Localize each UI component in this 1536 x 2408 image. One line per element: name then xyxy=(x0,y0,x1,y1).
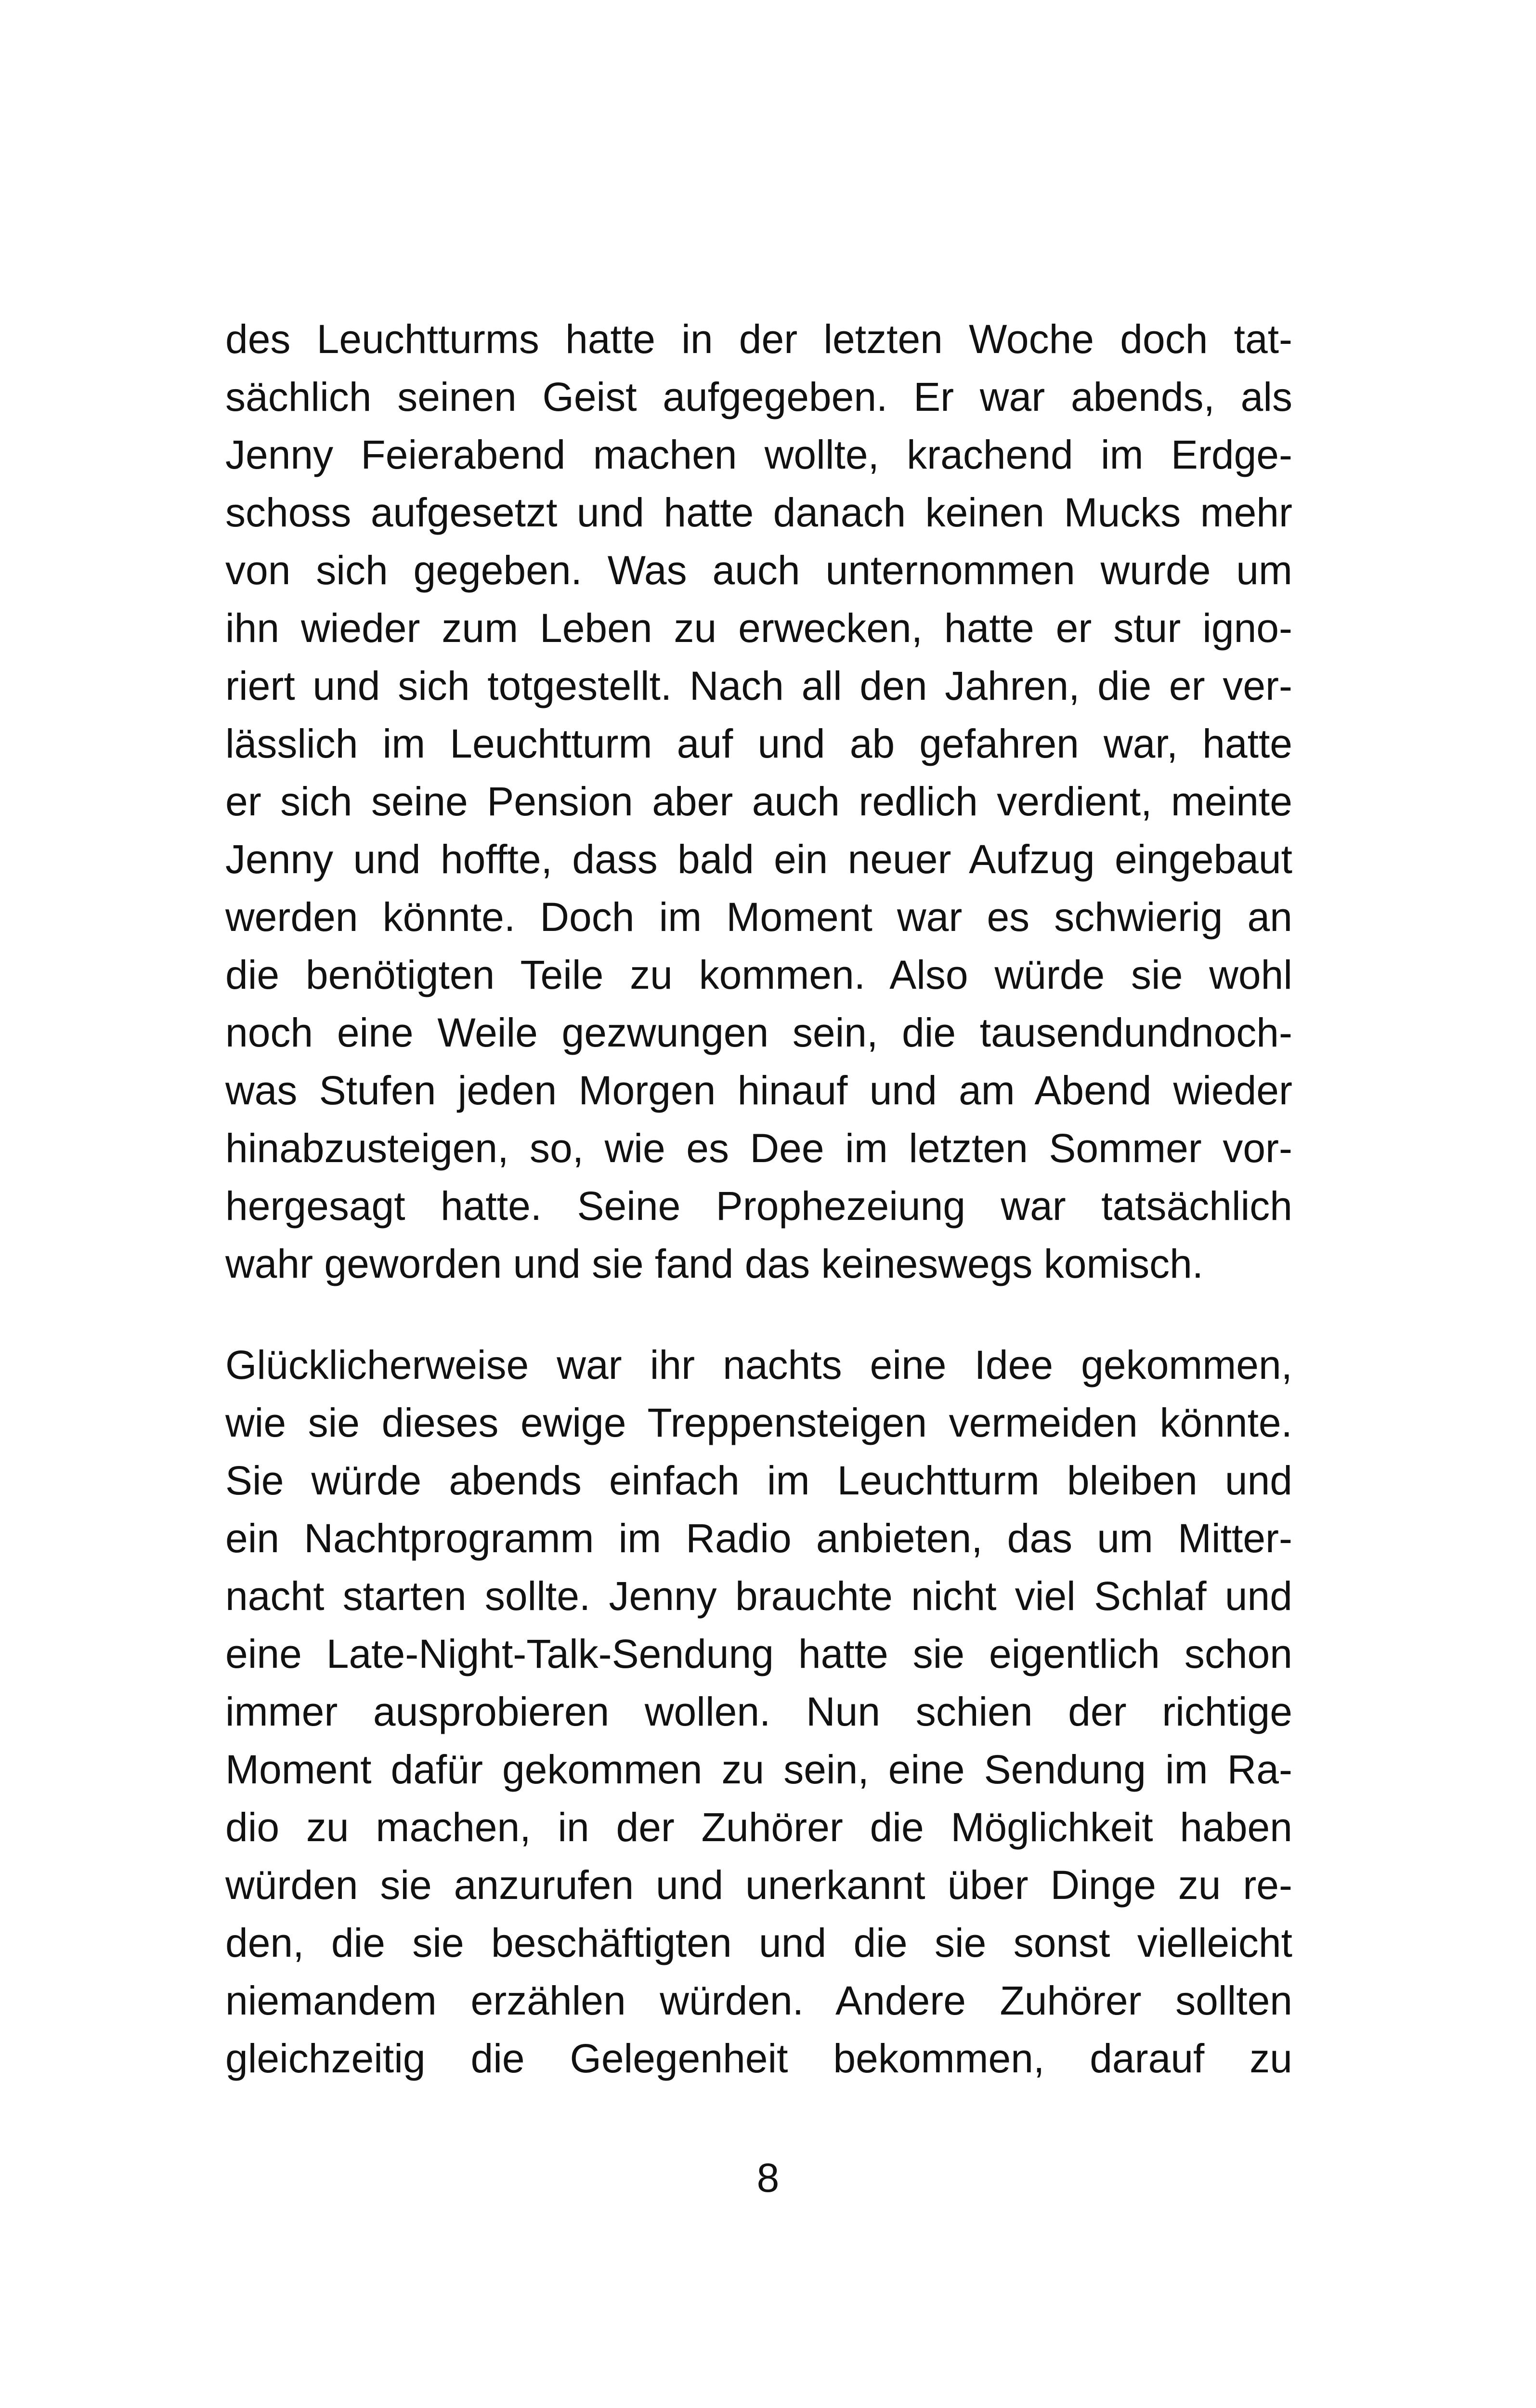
text-line: gleichzeitig die Gelegenheit bekommen, darauf zu xyxy=(225,2036,1292,2081)
text-line: Jenny Feierabend machen wollte, krachend im Erdge- xyxy=(225,432,1292,477)
text-line: eine Late-Night-Talk-Sendung hatte sie eigentlich schon xyxy=(225,1631,1292,1676)
text-line: Sie würde abends einfach im Leuchtturm bleiben und xyxy=(225,1458,1292,1503)
text-line: immer ausprobieren wollen. Nun schien der richtige xyxy=(225,1689,1292,1734)
text-line: des Leuchtturms hatte in der letzten Woche doch tat- xyxy=(225,316,1292,362)
text-line: er sich seine Pension aber auch redlich verdient, meinte xyxy=(225,779,1292,824)
page-number: 8 xyxy=(756,2155,780,2200)
text-line: noch eine Weile gezwungen sein, die tausendundnoch- xyxy=(225,1010,1292,1055)
text-line: Jenny und hoffte, dass bald ein neuer Aufzug eingebaut xyxy=(225,837,1292,882)
text-line: von sich gegeben. Was auch unternommen wurde um xyxy=(225,548,1292,593)
text-line: niemandem erzählen würden. Andere Zuhörer sollten xyxy=(225,1978,1292,2023)
text-line: würden sie anzurufen und unerkannt über Dinge zu re- xyxy=(225,1862,1292,1908)
text-line: ein Nachtprogramm im Radio anbieten, das um Mitter- xyxy=(225,1516,1292,1561)
paragraph-1 xyxy=(225,310,1292,1293)
text-line: Glücklicherweise war ihr nachts eine Idee gekommen, xyxy=(225,1342,1292,1387)
text-line: was Stufen jeden Morgen hinauf und am Abend wieder xyxy=(225,1068,1292,1113)
text-line: werden könnte. Doch im Moment war es schwierig an xyxy=(225,894,1292,940)
text-line: die benötigten Teile zu kommen. Also würde sie wohl xyxy=(225,952,1292,997)
text-line: sächlich seinen Geist aufgegeben. Er war abends, als xyxy=(225,374,1292,419)
text-line: hinabzusteigen, so, wie es Dee im letzten Sommer vor- xyxy=(225,1125,1292,1171)
text-line: dio zu machen, in der Zuhörer die Möglichkeit haben xyxy=(225,1805,1292,1850)
text-line: schoss aufgesetzt und hatte danach keinen Mucks mehr xyxy=(225,490,1292,535)
text-line: den, die sie beschäftigten und die sie sonst vielleicht xyxy=(225,1920,1292,1965)
text-line: hergesagt hatte. Seine Prophezeiung war tatsächlich xyxy=(225,1183,1292,1229)
paragraph-2 xyxy=(225,1336,1292,2087)
text-line: lässlich im Leuchtturm auf und ab gefahren war, hatte xyxy=(225,721,1292,766)
text-line: nacht starten sollte. Jenny brauchte nicht viel Schlaf und xyxy=(225,1573,1292,1619)
text-line: riert und sich totgestellt. Nach all den Jahren, die er ver- xyxy=(225,663,1292,708)
text-line: ihn wieder zum Leben zu erwecken, hatte er stur igno- xyxy=(225,605,1292,651)
text-line: wahr geworden und sie fand das keineswegs komisch. xyxy=(225,1241,1204,1286)
text-line: Moment dafür gekommen zu sein, eine Sendung im Ra- xyxy=(225,1747,1292,1792)
text-line: wie sie dieses ewige Treppensteigen vermeiden könnte. xyxy=(225,1400,1292,1445)
